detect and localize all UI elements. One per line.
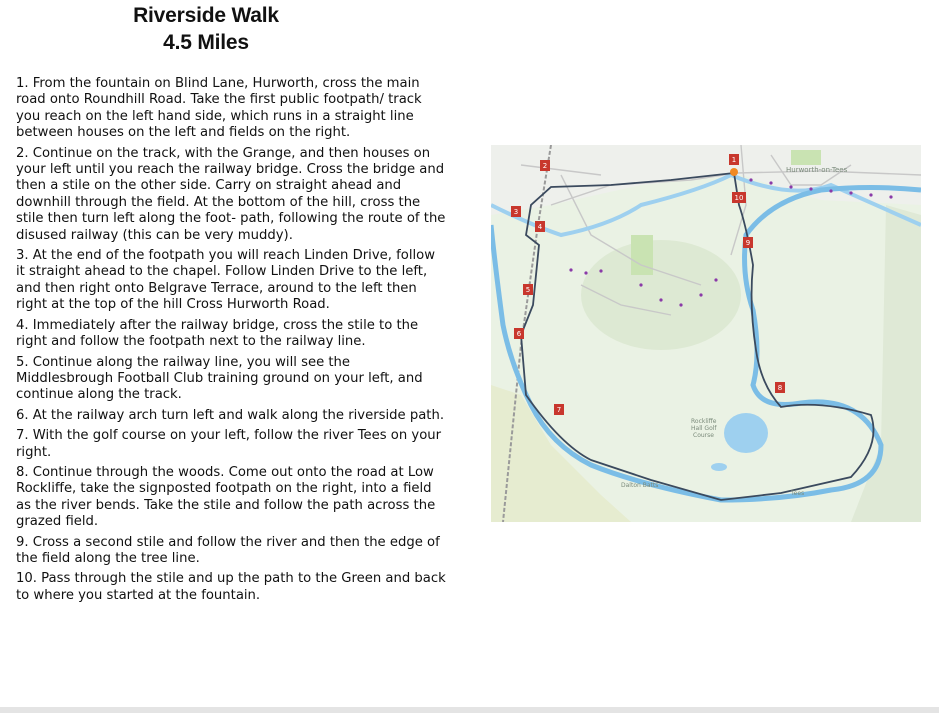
- waypoint-marker-7: [554, 404, 564, 415]
- step-10: 10. Pass through the stile and up the path to the Green and back to where you started at the fountain.: [16, 571, 446, 603]
- svg-text:2: 2: [542, 162, 548, 170]
- dalton-label: Dalton Batts: [621, 482, 659, 489]
- step-2: 2. Continue on the track, with the Grange, and then houses on your left until you reach the railway bridge. Cross the bridge and then a stile on the other side. Carry on straight ahead and downhill through the field. At the bottom of the hill, cross the stile then turn left along the foot- path, following the route of the disused railway (this can be very muddy).: [16, 145, 446, 243]
- golf-label-2: Hall Golf: [691, 425, 717, 432]
- waypoint-marker-9: [743, 237, 753, 248]
- svg-text:4: 4: [537, 223, 543, 231]
- golf-lake: [724, 413, 768, 453]
- waypoint-marker-6: [514, 328, 524, 339]
- svg-text:8: 8: [777, 384, 783, 392]
- step-9: 9. Cross a second stile and follow the river and then the edge of the field along the tree line.: [16, 534, 440, 566]
- svg-text:1: 1: [731, 156, 737, 164]
- route-map: [491, 145, 921, 522]
- bottom-bar: [0, 707, 939, 713]
- svg-text:5: 5: [525, 286, 531, 294]
- svg-text:7: 7: [556, 406, 562, 414]
- step-5: 5. Continue along the railway line, you will see the Middlesbrough Football Club training ground on your left, and continue along the track.: [16, 354, 423, 403]
- step-8: 8. Continue through the woods. Come out onto the road at Low Rockliffe, take the signposted footpath on the right, into a field as the river bends. Take the stile and follow the path across the grazed field.: [16, 464, 436, 530]
- waypoint-marker-8: [775, 382, 785, 393]
- title-line-2: 4.5 Miles: [163, 31, 249, 54]
- svg-text:6: 6: [516, 330, 522, 338]
- page-title: [16, 2, 396, 56]
- route-map-svg: [491, 145, 921, 522]
- svg-text:3: 3: [513, 208, 519, 216]
- waypoint-marker-5: [523, 284, 533, 295]
- tees-label: Tees: [791, 490, 805, 497]
- walk-directions: [16, 76, 446, 608]
- svg-text:9: 9: [745, 239, 751, 247]
- golf-label-3: Course: [693, 432, 714, 439]
- step-4: 4. Immediately after the railway bridge, cross the stile to the right and follow the footpath next to the railway line.: [16, 317, 419, 350]
- golf-label-1: Rockliffe: [691, 418, 717, 425]
- waypoint-marker-10: [732, 192, 746, 203]
- step-6: 6. At the railway arch turn left and walk along the riverside path.: [16, 407, 445, 423]
- hill-shading: [581, 240, 741, 350]
- step-1: 1. From the fountain on Blind Lane, Hurworth, cross the main road onto Roundhill Road. Take the first public footpath/ track you reach on the left hand side, which runs in a straight line between houses on the left and fields on the right.: [16, 76, 422, 141]
- waypoint-marker-1: [729, 154, 739, 165]
- park-area: [631, 235, 653, 275]
- start-pin-icon: [730, 168, 738, 176]
- title-line-1: Riverside Walk: [133, 4, 279, 27]
- svg-text:10: 10: [734, 194, 744, 202]
- green-area: [791, 150, 821, 165]
- waypoint-marker-3: [511, 206, 521, 217]
- town-label: Hurworth-on-Tees: [786, 166, 848, 174]
- step-7: 7. With the golf course on your left, follow the river Tees on your right.: [16, 428, 442, 460]
- step-3: 3. At the end of the footpath you will reach Linden Drive, follow it straight ahead to the chapel. Follow Linden Drive to the left, and then right onto Belgrave Terrace, around to the left then right at the top of the hill Cross Hurworth Road.: [16, 248, 436, 313]
- small-pond: [711, 463, 727, 471]
- waypoint-marker-2: [540, 160, 550, 171]
- waypoint-marker-4: [535, 221, 545, 232]
